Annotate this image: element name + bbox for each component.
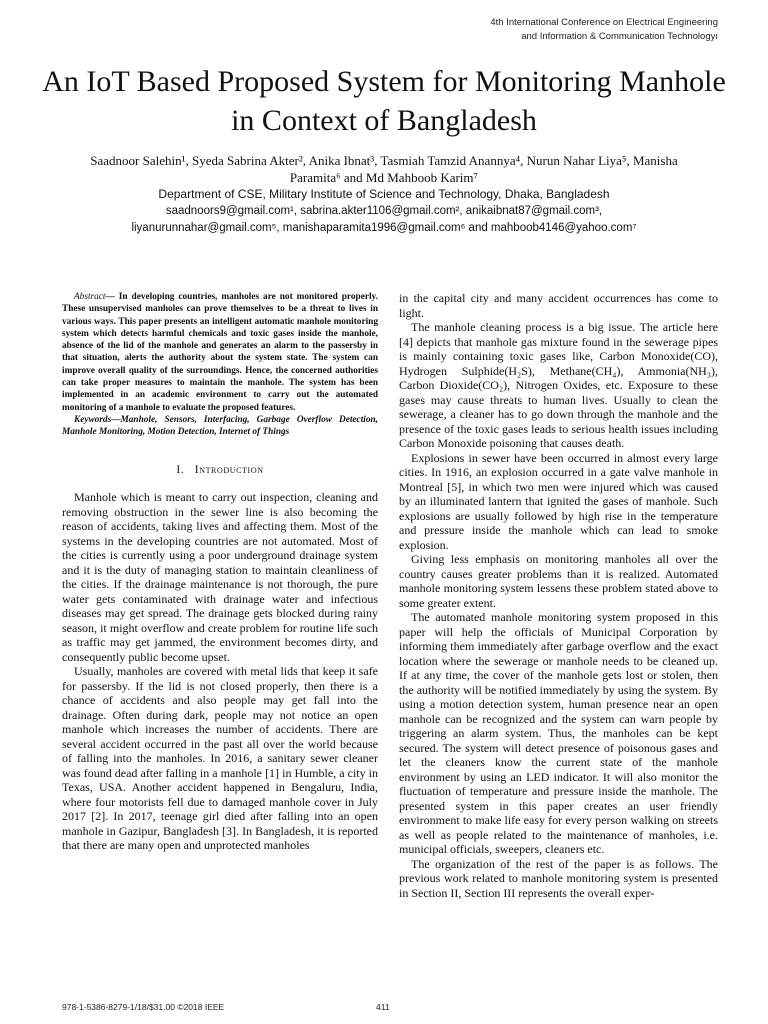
section-number: I. (176, 463, 185, 476)
abstract-label: Abstract (74, 292, 106, 302)
conference-line-1: 4th International Conference on Electrical Engineering (490, 17, 718, 28)
author-department: Department of CSE, Military Institute of Science and Technology, Dhaka, Bangladesh (158, 187, 610, 201)
keywords: Keywords—Manhole, Sensors, Interfacing, Garbage Overflow Detection, Manhole Monitoring, Motion Detection, Internet of Things (62, 414, 378, 438)
section-heading-introduction (62, 463, 378, 478)
paragraph: Manhole which is meant to carry out inspection, cleaning and removing obstruction in the sewer line is also becoming the reason of accidents, taking lives and affecting them. Most of the systems in the developing countries are not automated. Most of the cities is currently using a poor underground drainage system and it is the duty of managing station to maintain cleanliness of the cities. If the drainage maintenance is not thorough, the pure water gets contaminated with drainage water and infectious diseases may get spread. The drainage gets blocked during rainy season, it might overflow and create problem for routine life such as traffic may get jammed, the environment becomes dirty, and consequently public become upset. (62, 490, 378, 664)
section-title: Introduction (194, 463, 264, 476)
author-block (70, 152, 698, 237)
author-emails-line-1: saadnoors9@gmail.com¹, sabrina.akter1106@gmail.com², anikaibnat87@gmail.com³, (165, 205, 603, 217)
paragraph: Explosions in sewer have been occurred in almost every large cities. In 1916, an explosion occurred in a gate valve manhole in Montreal [5], in which two men were injured which was caused by an illuminated lantern that ignited the gases of manhole. Such explosions are usually followed by high rise in the temperature and pressure inside the manhole which can lead to smoke explosion. (399, 450, 718, 552)
right-column (399, 291, 718, 900)
paragraph: Usually, manholes are covered with metal lids that keep it safe for passersby. If the lid is not closed properly, then there is a chance of accidents and also people may get fall into the drainage. Often during dark, people may not notice an open manhole which increases the number of accidents. There are several accident occurred in the past all over the world because of falling into the manholes. In 2016, a sanitary sewer cleaner was found dead after falling in a manhole [1] in Humble, a city in Texas, USA. Another accident happened in Bengaluru, India, where four motorists fell due to damaged manhole cover in July 2017 [2]. In 2017, teenage girl died after falling into an open manhole in Gazipur, Bangladesh [3]. In Bangladesh, it is reported that there are many open and unprotected manholes (62, 664, 378, 853)
introduction-right-text (399, 291, 718, 900)
author-names: Saadnoor Salehin¹, Syeda Sabrina Akter², Anika Ibnat³, Tasmiah Tamzid Anannya⁴, Nurun Nahar Liya⁵, Manisha Paramita⁶ and Md Mahboob Karim⁷ (90, 153, 678, 185)
footer-isbn: 978-1-5386-8279-1/18/$31.00 ©2018 IEEE (62, 1002, 225, 1012)
paper-title: An IoT Based Proposed System for Monitoring Manhole in Context of Bangladesh (42, 65, 726, 137)
paragraph: The automated manhole monitoring system proposed in this paper will help the officials of Municipal Corporation by informing them immediately after garbage overflow and the exact location where the sewerage or manhole needs to be cleaned up. If at any time, the cover of the manhole gets lost or stolen, then the authority will be notified immediately by using the system. By using a motion detection system, human presence near an open manhole can be recognized and the system can warn people by triggering an alarm system. Thus, the manholes can be kept secured. The system will detect presence of poisonous gases and let the cleaners know the current state of the manhole environment by using an LED indicator. It will also monitor the fluctuation of temperature and pressure inside the manhole. The presented system in this paper creates an user friendly environment to make life easy for every person walking on streets as well as people related to the maintenance of manholes, i.e. municipal officials, sweepers, cleaners etc. (399, 610, 718, 856)
paragraph: The manhole cleaning process is a big issue. The article here [4] depicts that manhole gas mixture found in the sewerage pipes is mainly containing toxic gases like, Carbon Monoxide(CO), Hydrogen Sulphide(H₂S), Methane(CH₄), Ammonia(NH₃), Carbon Dioxide(CO₂), Nitrogen Oxides, etc. Exposure to these gases may cause threats to human lives. Usually to clean the sewerage, a cleaner has to go down through the manhole and the presence of the toxic gases leads to serious health issues including Carbon Monoxide poisoning that causes death. (399, 320, 718, 450)
paragraph: Giving less emphasis on monitoring manholes all over the country causes greater problems than it is realized. Automated manhole monitoring system lessens these problem stated above to some greater extent. (399, 552, 718, 610)
conference-header (490, 16, 718, 44)
conference-line-2: and Information & Communication Technologyı (521, 31, 718, 42)
paragraph: The organization of the rest of the paper is as follows. The previous work related to manhole monitoring system is presented in Section II, Section III represents the overall exper- (399, 856, 718, 900)
left-column (62, 291, 378, 853)
footer-page-number: 411 (376, 1002, 390, 1012)
introduction-left-text (62, 490, 378, 853)
paragraph: in the capital city and many accident occurrences has come to light. (399, 291, 718, 320)
author-emails-line-2: liyanurunnahar@gmail.com⁵, manishaparamita1996@gmail.com⁶ and mahboob4146@yahoo.com⁷ (131, 222, 637, 234)
abstract-text: — In developing countries, manholes are not monitored properly. These unsupervised manholes can prove themselves to be a threat to lives in various ways. This paper presents an intelligent automatic manhole monitoring system which detects harmful chemicals and toxic gases inside the manhole, absence of the lid of the manhole and generates an alarm to the passersby in that situation, alerts the authority about the system state. The system can improve overall quality of the surroundings. Hence, the concerned authorities can take proper measures to maintain the manhole. The system has been implemented in an academic environment to carry out the automated monitoring of a manhole to evaluate the proposed features. (62, 292, 378, 413)
abstract (62, 291, 378, 414)
